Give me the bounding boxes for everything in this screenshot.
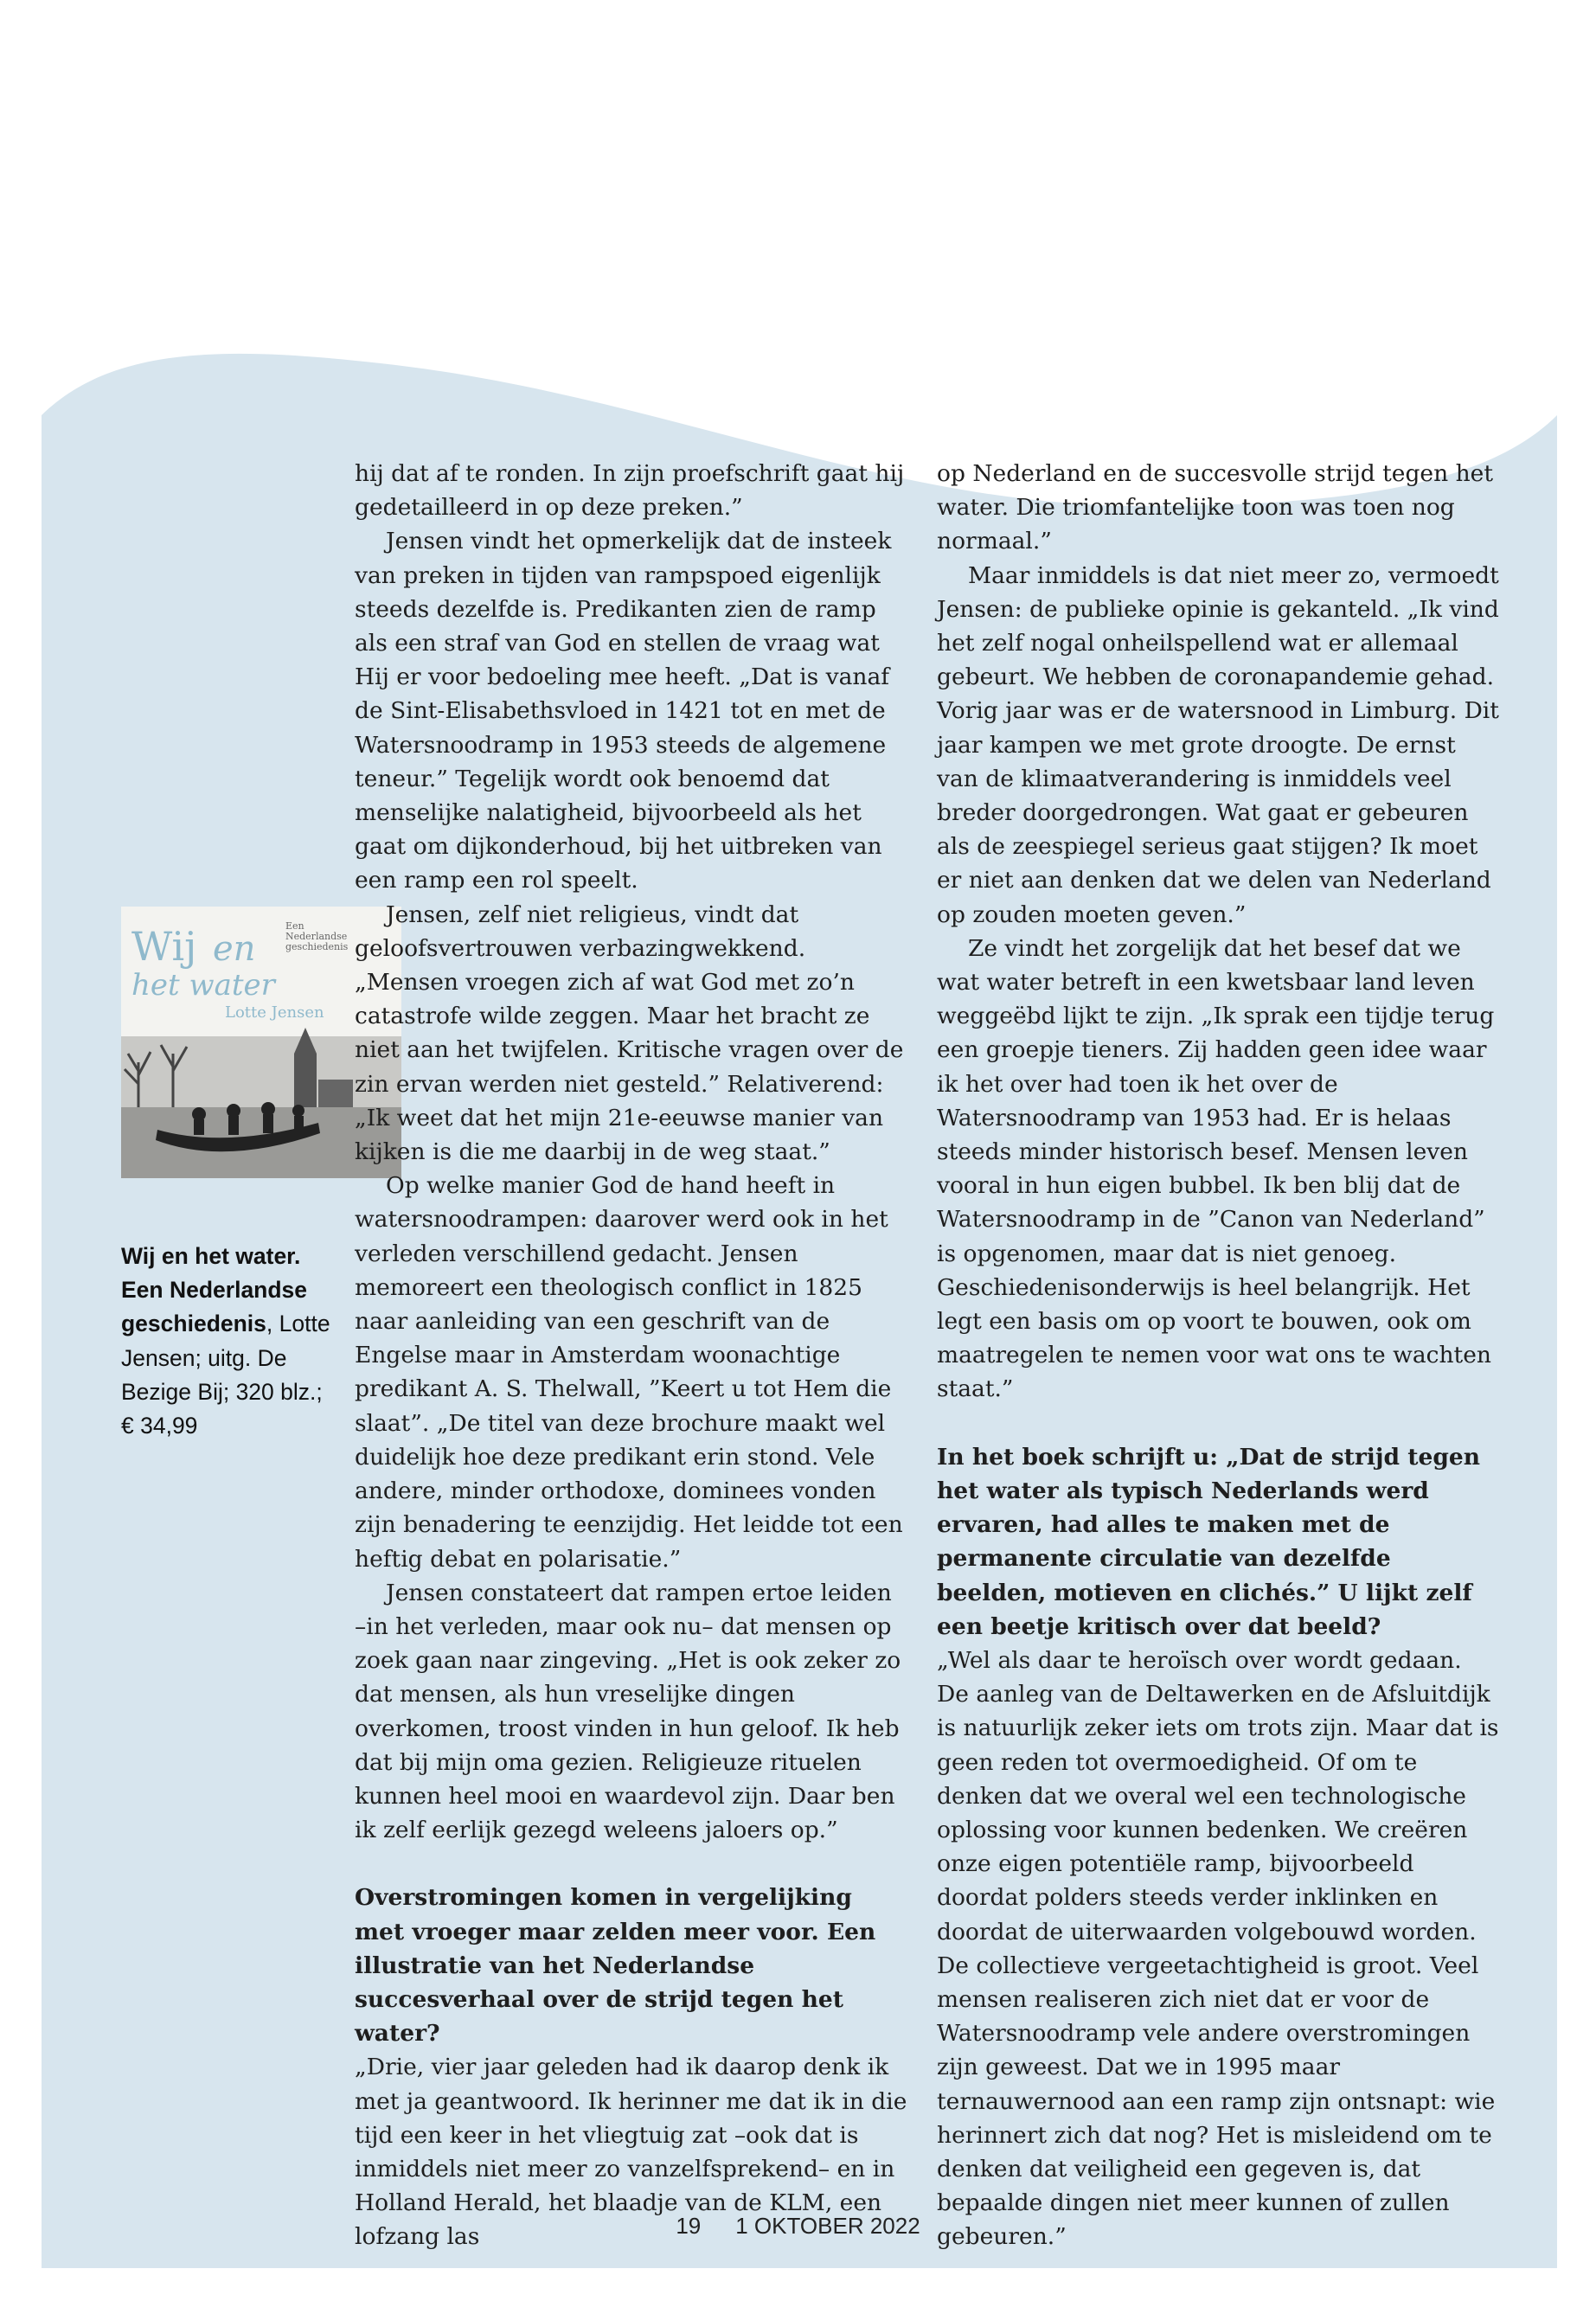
cover-subtitle-1: Een [285,920,304,932]
interview-question: Overstromingen komen in vergelijking met vroeger maar zelden meer voor. Een illustratie van het Nederlandse succesverhaal over de strijd tegen het water? [355,1884,876,2048]
book-caption-title: Wij en het water. Een Nederlandse geschiedenis [121,1243,308,1337]
cover-subtitle-2: Nederlandse [285,931,348,942]
book-caption-details: , Lotte Jensen; uitg. De Bezige Bij; 320 blz.; € 34,99 [121,1311,330,1439]
paragraph: Jensen constateert dat rampen ertoe leiden –in het verleden, maar ook nu– dat mensen op zoek gaan naar zingeving. „Het is ook zeker zo dat mensen, als hun vreselijke dingen overkomen, troost vinden in hun geloof. Ik heb dat bij mijn oma gezien. Religieuze rituelen kunnen heel mooi en waardevol zijn. Daar ben ik zelf eerlijk gezegd weleens jaloers op.” [355,1579,901,1844]
cover-title-water: het water [131,968,275,1003]
page-number: 19 [676,2213,702,2239]
paragraph: op Nederland en de succesvolle strijd tegen het water. Die triomfantelijke toon was toen nog normaal.” [937,460,1493,555]
cover-title-wij: Wij [131,923,197,970]
paragraph: Jensen vindt het opmerkelijk dat de insteek van preken in tijden van rampspoed eigenlijk steeds dezelfde is. Predikanten zien de ramp als een straf van God en stellen de vraag wat Hij er voor bedoeling mee heeft. „Dat is vanaf de Sint-Elisabethsvloed in 1421 tot en met de Watersnoodramp in 1953 steeds de algemene teneur.” Tegelijk wordt ook benoemd dat menselijke nalatigheid, bijvoorbeeld als het gaat om dijkonderhoud, bij het uitbreken van een ramp een rol speelt. [355,528,892,894]
issue-date: 1 OKTOBER 2022 [735,2213,920,2239]
paragraph: Op welke manier God de hand heeft in watersnoodrampen: daarover werd ook in het verleden verschillend gedacht. Jensen memoreert een theologisch conflict in 1825 naar aanleiding van een geschrift van de Engelse maar in Amsterdam woonachtige predikant A. S. Thelwall, ”Keert u tot Hem die slaat”. „De titel van deze brochure maakt wel duidelijk hoe deze predikant erin stond. Vele andere, minder orthodoxe, dominees vonden zijn benadering te eenzijdig. Het leidde tot een heftig debat en polarisatie.” [355,1172,903,1573]
paragraph: hij dat af te ronden. In zijn proefschrift gaat hij gedetailleerd in op deze preken.” [355,460,905,522]
page-footer [0,2213,1596,2240]
cover-title-en: en [213,929,256,969]
cover-subtitle-3: geschiedenis [285,941,349,952]
article-column-2 [937,457,1499,2254]
paragraph: Jensen, zelf niet religieus, vindt dat geloofsvertrouwen verbazingwekkend. „Mensen vroegen zich af wat God met zo’n catastrofe wilde zeggen. Maar het bracht ze niet aan het twijfelen. Kritische vragen over de zin ervan werden niet gesteld.” Relativerend: „Ik weet dat het mijn 21e-eeuwse manier van kijken is die me daarbij in de weg staat.” [355,901,904,1166]
article-column-1 [355,457,908,2254]
book-caption [121,1240,337,1443]
paragraph: „Drie, vier jaar geleden had ik daarop denk ik met ja geantwoord. Ik herinner me dat ik in die tijd een keer in het vliegtuig zat –ook dat is inmiddels niet meer zo vanzelfsprekend– en in Holland Herald, het blaadje van de KLM, een lofzang las [355,2054,907,2251]
paragraph: Ze vindt het zorgelijk dat het besef dat we wat water betreft in een kwetsbaar land leven weggeëbd lijkt te zijn. „Ik sprak een tijdje terug een groepje tieners. Zij hadden geen idee waar ik het over had toen ik het over de Watersnoodramp van 1953 had. Er is helaas steeds minder historisch besef. Mensen leven vooral in hun eigen bubbel. Ik ben blij dat de Watersnoodramp in de ”Canon van Nederland” is opgenomen, maar dat is niet genoeg. Geschiedenisonderwijs is heel belangrijk. Het legt een basis om op voort te bouwen, ook om maatregelen te nemen voor wat ons te wachten staat.” [937,934,1495,1403]
cover-author: Lotte Jensen [225,1003,324,1022]
interview-question: In het boek schrijft u: „Dat de strijd tegen het water als typisch Nederlands werd ervaren, had alles te maken met de permanente circulatie van dezelfde beelden, motieven en clichés.” U lijkt zelf een beetje kritisch over dat beeld? [937,1443,1480,1640]
paragraph: Maar inmiddels is dat niet meer zo, vermoedt Jensen: de publieke opinie is gekanteld. „Ik vind het zelf nogal onheilspellend wat er allemaal gebeurt. We hebben de coronapandemie gehad. Vorig jaar was er de watersnood in Limburg. Dit jaar kampen we met grote droogte. De ernst van de klimaatverandering is inmiddels veel breder doorgedrongen. Wat gaat er gebeuren als de zeespiegel serieus gaat stijgen? Ik moet er niet aan denken dat we delen van Nederland op zouden moeten geven.” [937,561,1499,928]
paragraph: „Wel als daar te heroïsch over wordt gedaan. De aanleg van de Deltawerken en de Afsluitdijk is natuurlijk zeker iets om trots zijn. Maar dat is geen reden tot overmoedigheid. Of om te denken dat we overal wel een technologische oplossing voor kunnen bedenken. We creëren onze eigen potentiële ramp, bijvoorbeeld doordat polders steeds verder inklinken en doordat de uiterwaarden volgebouwd worden. De collectieve vergeetachtigheid is groot. Veel mensen realiseren zich niet dat er voor de Watersnoodramp vele andere overstromingen zijn geweest. Dat we in 1995 maar ternauwernood aan een ramp zijn ontsnapt: wie herinnert zich dat nog? Het is misleidend om te denken dat veiligheid een gegeven is, dat bepaalde dingen niet meer kunnen of zullen gebeuren.” [937,1646,1499,2251]
